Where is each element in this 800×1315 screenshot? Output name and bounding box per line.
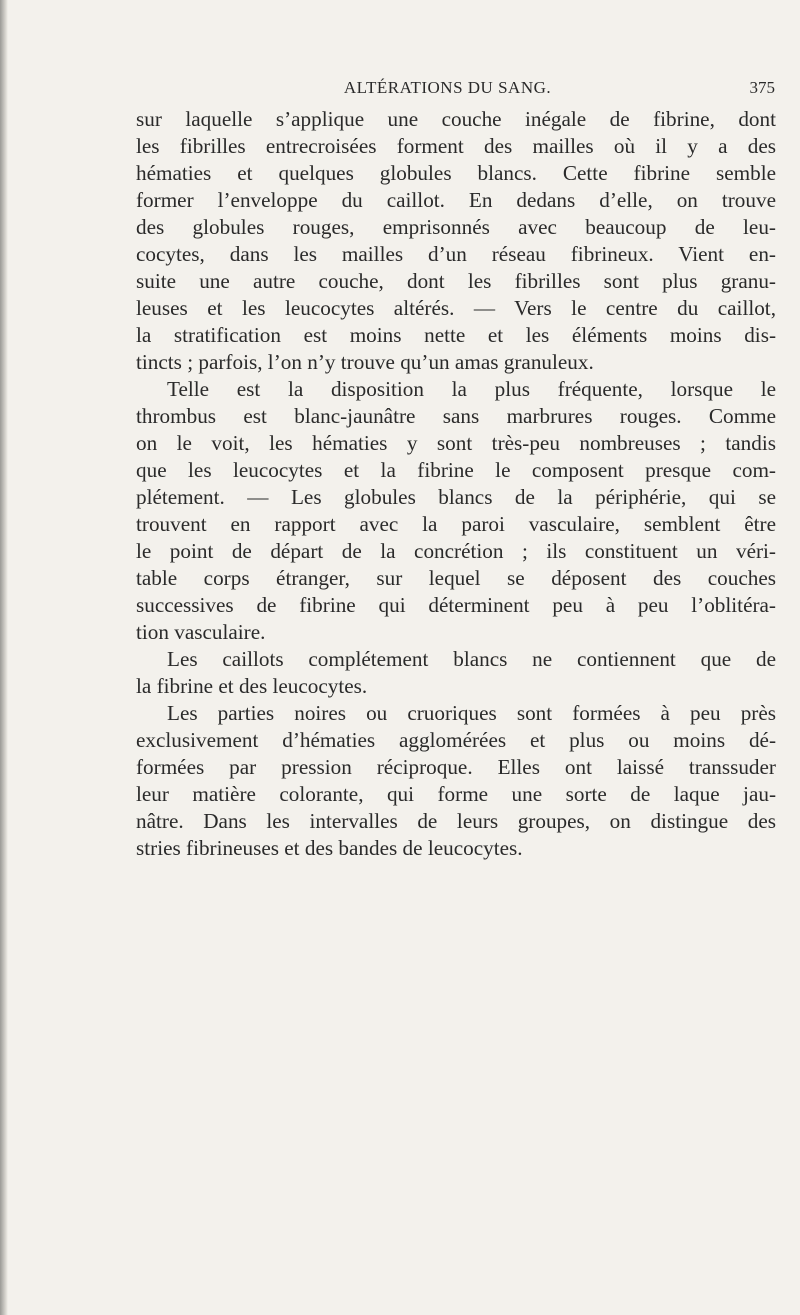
text-line: le point de départ de la concrétion ; ils constituent un véri- xyxy=(136,539,776,563)
body-text xyxy=(136,106,776,862)
text-line: leur matière colorante, qui forme une sorte de laque jau- xyxy=(136,782,776,806)
text-line: formées par pression réciproque. Elles ont laissé transsuder xyxy=(136,755,776,779)
text-line: former l’enveloppe du caillot. En dedans d’elle, on trouve xyxy=(136,188,776,212)
text-line: sur laquelle s’applique une couche inégale de fibrine, dont xyxy=(136,107,776,131)
text-line: Les caillots complétement blancs ne contiennent que de xyxy=(167,647,776,671)
text-line: exclusivement d’hématies agglomérées et plus ou moins dé- xyxy=(136,728,776,752)
text-line: hématies et quelques globules blancs. Cette fibrine semble xyxy=(136,161,776,185)
text-line: Les parties noires ou cruoriques sont formées à peu près xyxy=(167,701,776,725)
text-line: thrombus est blanc-jaunâtre sans marbrures rouges. Comme xyxy=(136,404,776,428)
text-line: suite une autre couche, dont les fibrilles sont plus granu- xyxy=(136,269,776,293)
text-line: des globules rouges, emprisonnés avec beaucoup de leu- xyxy=(136,215,776,239)
text-line: stries fibrineuses et des bandes de leucocytes. xyxy=(136,836,523,860)
text-line: cocytes, dans les mailles d’un réseau fibrineux. Vient en- xyxy=(136,242,776,266)
text-line: tincts ; parfois, l’on n’y trouve qu’un amas granuleux. xyxy=(136,350,594,374)
text-line: la fibrine et des leucocytes. xyxy=(136,674,368,698)
text-line: Telle est la disposition la plus fréquente, lorsque le xyxy=(167,377,776,401)
page-number: 375 xyxy=(749,78,775,97)
text-line: plétement. — Les globules blancs de la périphérie, qui se xyxy=(136,485,776,509)
text-line: que les leucocytes et la fibrine le composent presque com- xyxy=(136,458,776,482)
text-line: trouvent en rapport avec la paroi vasculaire, semblent être xyxy=(136,512,776,536)
running-title: ALTÉRATIONS DU SANG. xyxy=(343,78,552,97)
page-edge-shadow xyxy=(0,0,8,1315)
text-line: les fibrilles entrecroisées forment des mailles où il y a des xyxy=(136,134,776,158)
text-line: la stratification est moins nette et les éléments moins dis- xyxy=(136,323,776,347)
text-line: on le voit, les hématies y sont très-peu nombreuses ; tandis xyxy=(136,431,776,455)
text-line: nâtre. Dans les intervalles de leurs groupes, on distingue des xyxy=(136,809,776,833)
text-line: table corps étranger, sur lequel se déposent des couches xyxy=(136,566,776,590)
text-line: successives de fibrine qui déterminent peu à peu l’oblitéra- xyxy=(136,593,776,617)
text-line: tion vasculaire. xyxy=(136,620,266,644)
text-line: leuses et les leucocytes altérés. — Vers le centre du caillot, xyxy=(136,296,776,320)
running-head xyxy=(120,74,775,104)
